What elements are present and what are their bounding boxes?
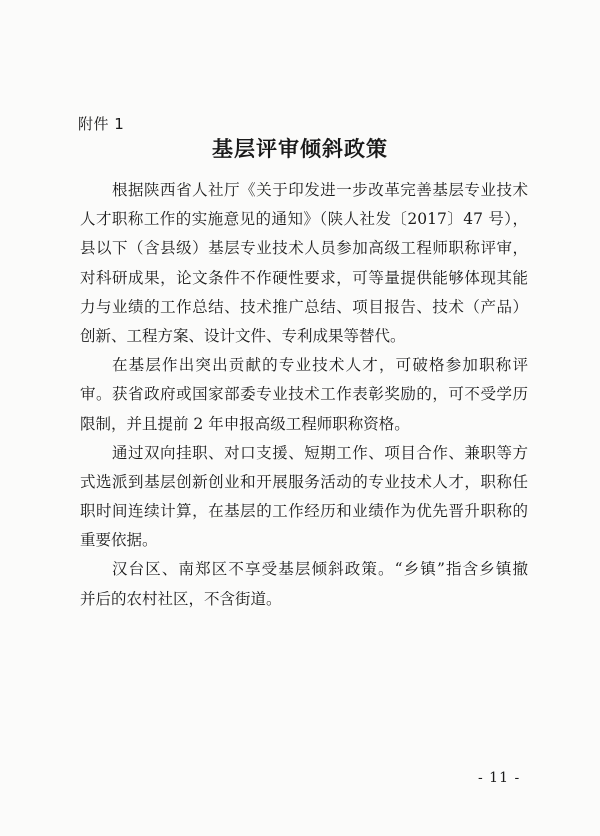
body-line: 根据陕西省人社厅《关于印发进一步改革完善基层专业技术 [112, 181, 528, 199]
body-line: 式选派到基层创新创业和开展服务活动的专业技术人才，职称任 [80, 472, 528, 491]
body-line: 人才职称工作的实施意见的通知》（陕人社发〔2017〕47 号）， [80, 210, 528, 229]
body-line: 创新、工程方案、设计文件、专利成果等替代。 [80, 326, 406, 345]
attachment-label: 附件 1 [78, 115, 125, 133]
body-line: 职时间连续计算，在基层的工作经历和业绩作为优先晋升职称的 [80, 502, 528, 521]
body-line: 并后的农村社区，不含街道。 [80, 589, 282, 608]
body-line: 重要依据。 [80, 531, 158, 550]
body-line: 力与业绩的工作总结、技术推广总结、项目报告、技术（产品） [80, 297, 528, 316]
body-line: 汉台区、南郑区不享受基层倾斜政策。“乡镇”指含乡镇撤 [112, 560, 528, 579]
body-line: 在基层作出突出贡献的专业技术人才，可破格参加职称评 [112, 356, 528, 375]
body-line: 县以下（含县级）基层专业技术人员参加高级工程师职称评审， [80, 239, 528, 258]
document-body [80, 176, 528, 614]
document-title: 基层评审倾斜政策 [212, 136, 388, 161]
page-number: - 11 - [478, 770, 521, 786]
body-line: 对科研成果，论文条件不作硬性要求，可等量提供能够体现其能 [80, 268, 528, 287]
body-line: 审。获省政府或国家部委专业技术工作表彰奖励的，可不受学历 [80, 385, 528, 404]
body-line: 通过双向挂职、对口支援、短期工作、项目合作、兼职等方 [112, 443, 528, 462]
body-line: 限制，并且提前 2 年申报高级工程师职称资格。 [80, 414, 410, 433]
